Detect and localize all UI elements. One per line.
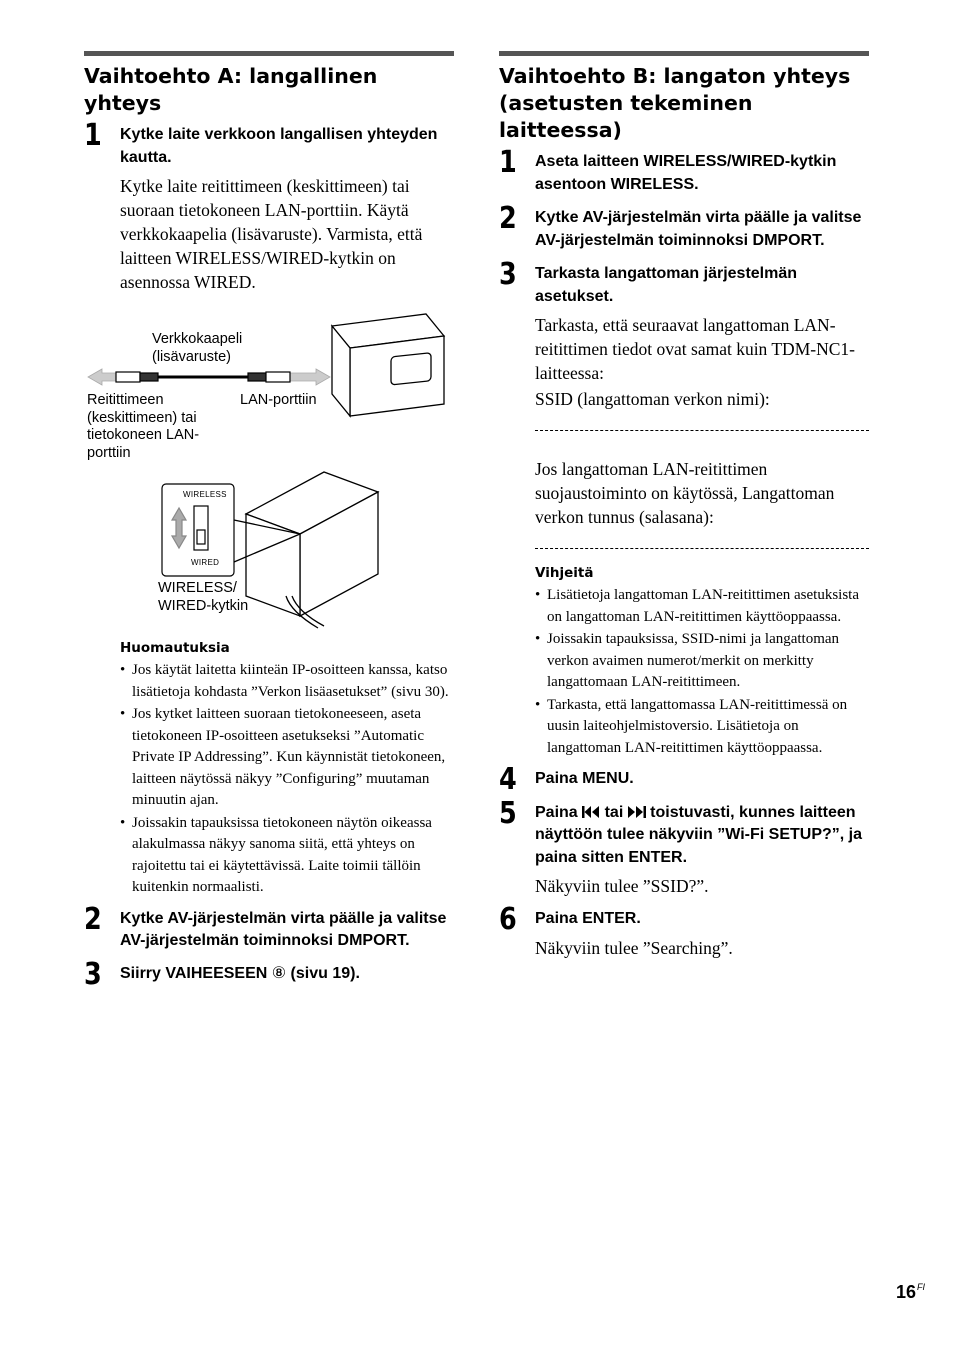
step-b4 — [499, 762, 869, 797]
section-heading-a: Vaihtoehto A: langallinen yhteys — [84, 64, 378, 115]
step-body: Kytke laite reitittimeen (keskittimeen) tai suoraan tietokoneen LAN-porttiin. Käytä verkkokaapelia (lisävaruste). Varmista, että laitteen WIRELESS/WIRED-kytkin on asennossa WIRED. — [120, 176, 423, 292]
section-rule — [84, 51, 454, 56]
step-title: Aseta laitteen WIRELESS/WIRED-kytkin asentoon WIRELESS. — [535, 153, 837, 193]
connection-figure — [86, 312, 456, 632]
lan-port-label: LAN-porttiin — [240, 392, 317, 408]
step-number: 2 — [499, 201, 517, 236]
step-b3 — [499, 257, 869, 759]
step-a1 — [84, 118, 454, 294]
step-body: Tarkasta, että seuraavat langattoman LAN-reitittimen tiedot ovat samat kuin TDM-NC1-laitteessa: — [535, 315, 855, 383]
tips-list — [535, 585, 869, 759]
step-number: 1 — [499, 145, 517, 180]
note-item: • Joissakin tapauksissa tietokoneen näytön oikeassa alakulmassa näkyy sanoma siitä, että yhteys on rajoitettu tai ei käytettävissä. Laite toimii tällöin kuitenkin normaalisti. — [120, 813, 454, 899]
section-heading-b: Vaihtoehto B: langaton yhteys (asetusten tekeminen laitteessa) — [499, 64, 851, 142]
step-b6 — [499, 902, 869, 960]
step-a2 — [84, 901, 454, 953]
device-illustration — [332, 314, 444, 416]
notes-list — [120, 660, 454, 899]
key-blank — [535, 548, 869, 549]
ssid-blank — [535, 430, 869, 431]
page-lang-suffix: FI — [917, 1282, 926, 1292]
notes-title: Huomautuksia — [120, 640, 230, 656]
step-title: Kytke AV-järjestelmän virta päälle ja valitse AV-järjestelmän toiminnoksi DMPORT. — [535, 209, 862, 249]
step-title — [535, 802, 869, 870]
tip-item: • Joissakin tapauksissa, SSID-nimi ja langattoman verkon avaimen numerot/merkit on merkitty langattomaan LAN-reitittimeen. — [535, 629, 869, 694]
page-number — [896, 1282, 925, 1303]
step-b1 — [499, 145, 869, 196]
section-rule — [499, 51, 869, 56]
page-number-value: 16 — [896, 1282, 917, 1302]
notes-block — [84, 638, 454, 899]
column-b — [499, 51, 869, 960]
step-title: Tarkasta langattoman järjestelmän asetukset. — [535, 265, 798, 305]
switch-label: WIRELESS/ WIRED-kytkin — [158, 580, 249, 614]
switch-wired-label: WIRED — [191, 558, 220, 567]
step-title-part: tai — [600, 803, 628, 821]
step-body: Näkyviin tulee ”Searching”. — [535, 937, 733, 958]
switch-wireless-label: WIRELESS — [183, 490, 227, 499]
tip-item: • Tarkasta, että langattomassa LAN-reitittimessä on uusin laiteohjelmistoversio. Lisätietoja on langattoman LAN-reitittimen käyttöoppaassa. — [535, 695, 869, 760]
tip-item: • Lisätietoja langattoman LAN-reitittimen asetuksista on langattoman LAN-reitittimen käyttöoppaassa. — [535, 585, 869, 628]
step-title-start: Siirry VAIHEESEEN — [120, 964, 272, 982]
step-body: Näkyviin tulee ”SSID?”. — [535, 876, 709, 896]
step-title: Kytke AV-järjestelmän virta päälle ja valitse AV-järjestelmän toiminnoksi DMPORT. — [120, 909, 447, 949]
ssid-line: SSID (langattoman verkon nimi): — [535, 389, 770, 409]
network-cable — [116, 372, 290, 382]
security-line: Jos langattoman LAN-reitittimen suojaustoiminto on käytössä, Langattoman verkon tunnus (salasana): — [535, 459, 835, 527]
step-title-part: toistuvasti, kunnes laitteen näyttöön tulee näkyviin ”Wi-Fi SETUP?”, ja paina sitten ENTER. — [535, 803, 863, 866]
step-number: 6 — [499, 902, 517, 937]
prev-track-icon — [582, 806, 600, 818]
step-title: Paina MENU. — [535, 770, 634, 787]
step-title-end: (sivu 19). — [286, 964, 360, 982]
note-item: • Jos käytät laitetta kiinteän IP-osoitteen kanssa, katso lisätietoja kohdasta ”Verkon lisäasetukset” (sivu 30). — [120, 660, 454, 703]
step-a3 — [84, 956, 454, 992]
router-label: Reitittimeen (keskittimeen) tai tietokoneen LAN- porttiin — [87, 392, 200, 461]
step-number: 4 — [499, 762, 517, 797]
step-title: Paina ENTER. — [535, 910, 641, 927]
tips-title: Vihjeitä — [535, 565, 594, 581]
step-b5 — [499, 795, 869, 899]
step-number: 2 — [84, 901, 102, 937]
cable-label: Verkkokaapeli (lisävaruste) — [152, 331, 243, 365]
connection-diagram — [86, 312, 456, 632]
next-track-icon — [628, 806, 646, 818]
step-title: Kytke laite verkkoon langallisen yhteyden kautta. — [120, 126, 438, 166]
step-title — [120, 963, 454, 986]
device-back — [234, 472, 378, 628]
step-b2 — [499, 201, 869, 252]
note-item: • Jos kytket laitteen suoraan tietokoneeseen, aseta tietokoneen IP-osoitteen asetukseksi ”Automatic Private IP Addressing”. Kun käynnistät tietokoneen, laitteen näytössä näkyy ”Configuring” muutaman minuutin ajan. — [120, 704, 454, 812]
step-number: 5 — [499, 795, 517, 831]
step-title-part: Paina — [535, 803, 583, 821]
step-number: 1 — [84, 118, 102, 153]
step-number: 3 — [499, 257, 517, 292]
circled-step-ref: ⑧ — [271, 964, 287, 982]
step-number: 3 — [84, 956, 102, 992]
